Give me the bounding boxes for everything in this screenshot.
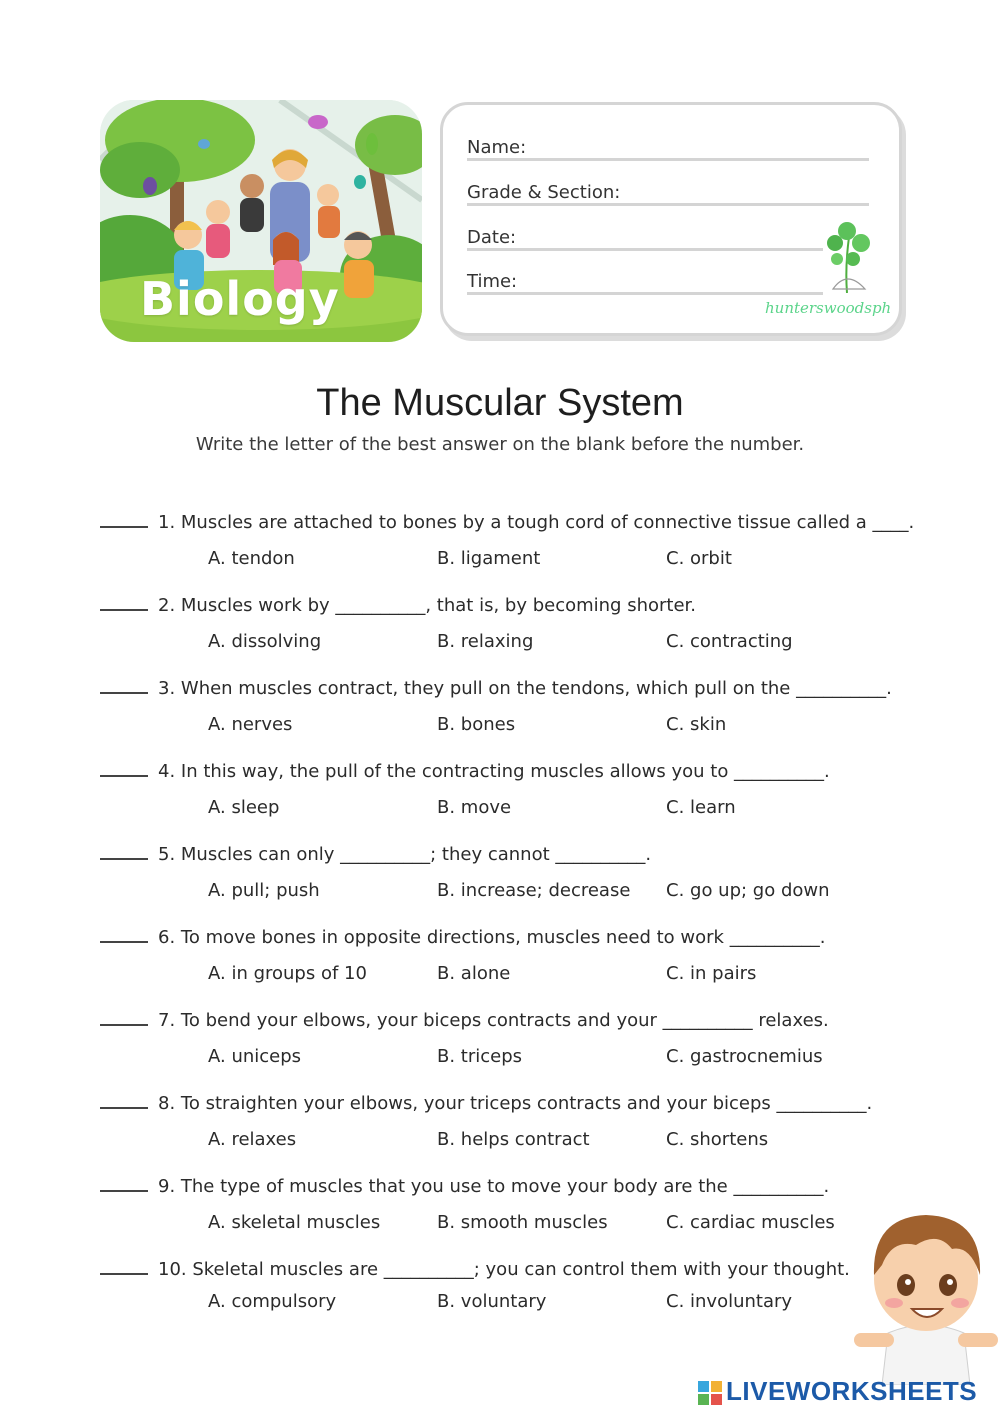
choice-b: B. alone xyxy=(437,963,511,984)
choice-a: A. pull; push xyxy=(208,880,320,901)
question-text: 6. To move bones in opposite directions, muscles need to work __________. xyxy=(158,927,826,948)
question-item xyxy=(100,678,920,740)
answer-blank[interactable] xyxy=(100,761,148,777)
question-item xyxy=(100,1259,920,1317)
choice-c: C. skin xyxy=(666,714,727,735)
choice-a: A. uniceps xyxy=(208,1046,302,1067)
question-text: 1. Muscles are attached to bones by a tough cord of connective tissue called a ____. xyxy=(158,512,915,533)
question-text: 5. Muscles can only __________; they cannot __________. xyxy=(158,844,652,865)
choice-a: A. relaxes xyxy=(208,1129,297,1150)
choice-c: C. in pairs xyxy=(666,963,757,984)
choice-c: C. shortens xyxy=(666,1129,769,1150)
date-label: Date: xyxy=(467,227,517,248)
name-line[interactable] xyxy=(467,158,869,161)
question-item xyxy=(100,761,920,823)
question-text: 2. Muscles work by __________, that is, by becoming shorter. xyxy=(158,595,697,616)
answer-blank[interactable] xyxy=(100,678,148,694)
liveworksheets-brand: LIVEWORKSHEETS xyxy=(726,1376,978,1406)
choice-b: B. relaxing xyxy=(437,631,534,652)
choice-a: A. in groups of 10 xyxy=(208,963,367,984)
question-text: 4. In this way, the pull of the contracting muscles allows you to __________. xyxy=(158,761,830,782)
boy-illustration xyxy=(852,1205,1000,1385)
choice-b: B. voluntary xyxy=(437,1291,547,1312)
question-item xyxy=(100,844,920,906)
choices-row xyxy=(100,1046,920,1072)
choice-a: A. sleep xyxy=(208,797,280,818)
choice-a: A. skeletal muscles xyxy=(208,1212,381,1233)
choices-row xyxy=(100,714,920,740)
choice-a: A. compulsory xyxy=(208,1291,337,1312)
answer-blank[interactable] xyxy=(100,512,148,528)
answer-blank[interactable] xyxy=(100,1093,148,1109)
choice-b: B. increase; decrease xyxy=(437,880,631,901)
choice-a: A. dissolving xyxy=(208,631,322,652)
answer-blank[interactable] xyxy=(100,595,148,611)
question-text: 10. Skeletal muscles are __________; you can control them with your thought. xyxy=(158,1259,850,1280)
time-label: Time: xyxy=(467,271,518,292)
instructions: Write the letter of the best answer on the blank before the number. xyxy=(195,434,805,455)
date-line[interactable] xyxy=(467,248,823,251)
question-text: 3. When muscles contract, they pull on the tendons, which pull on the __________. xyxy=(158,678,892,699)
answer-blank[interactable] xyxy=(100,927,148,943)
question-text: 9. The type of muscles that you use to move your body are the __________. xyxy=(158,1176,830,1197)
choices-row xyxy=(100,548,920,574)
choice-b: B. move xyxy=(437,797,512,818)
choices-row xyxy=(100,1129,920,1155)
choice-c: C. involuntary xyxy=(666,1291,793,1312)
liveworksheets-logo-icon xyxy=(698,1381,722,1405)
choices-row xyxy=(100,631,920,657)
student-info-box xyxy=(440,102,902,336)
name-label: Name: xyxy=(467,137,527,158)
page-title: The Muscular System xyxy=(316,382,684,424)
time-line[interactable] xyxy=(467,292,823,295)
question-item xyxy=(100,1176,920,1238)
banner-title: Biology xyxy=(140,272,340,326)
grade-section-line[interactable] xyxy=(467,203,869,206)
choice-c: C. gastrocnemius xyxy=(666,1046,823,1067)
choice-b: B. ligament xyxy=(437,548,541,569)
grade-section-label: Grade & Section: xyxy=(467,182,621,203)
choice-b: B. triceps xyxy=(437,1046,523,1067)
choices-row xyxy=(100,963,920,989)
choices-row xyxy=(100,797,920,823)
choice-b: B. smooth muscles xyxy=(437,1212,608,1233)
choice-b: B. helps contract xyxy=(437,1129,590,1150)
answer-blank[interactable] xyxy=(100,1176,148,1192)
biology-banner xyxy=(100,100,422,342)
question-item xyxy=(100,927,920,989)
choice-b: B. bones xyxy=(437,714,516,735)
choice-c: C. learn xyxy=(666,797,736,818)
choices-row xyxy=(100,1291,920,1317)
question-item xyxy=(100,512,920,574)
choice-c: C. orbit xyxy=(666,548,732,569)
choice-c: C. contracting xyxy=(666,631,793,652)
answer-blank[interactable] xyxy=(100,1259,148,1275)
choice-c: C. cardiac muscles xyxy=(666,1212,835,1233)
signature: hunterswoodsph xyxy=(765,299,892,317)
answer-blank[interactable] xyxy=(100,844,148,860)
choices-row xyxy=(100,1212,920,1238)
question-text: 8. To straighten your elbows, your triceps contracts and your biceps __________. xyxy=(158,1093,873,1114)
question-item xyxy=(100,1010,920,1072)
question-text: 7. To bend your elbows, your biceps contracts and your __________ relaxes. xyxy=(158,1010,829,1031)
question-item xyxy=(100,595,920,657)
choice-a: A. nerves xyxy=(208,714,293,735)
choices-row xyxy=(100,880,920,906)
plant-icon xyxy=(825,217,875,293)
question-item xyxy=(100,1093,920,1155)
answer-blank[interactable] xyxy=(100,1010,148,1026)
choice-c: C. go up; go down xyxy=(666,880,830,901)
choice-a: A. tendon xyxy=(208,548,295,569)
